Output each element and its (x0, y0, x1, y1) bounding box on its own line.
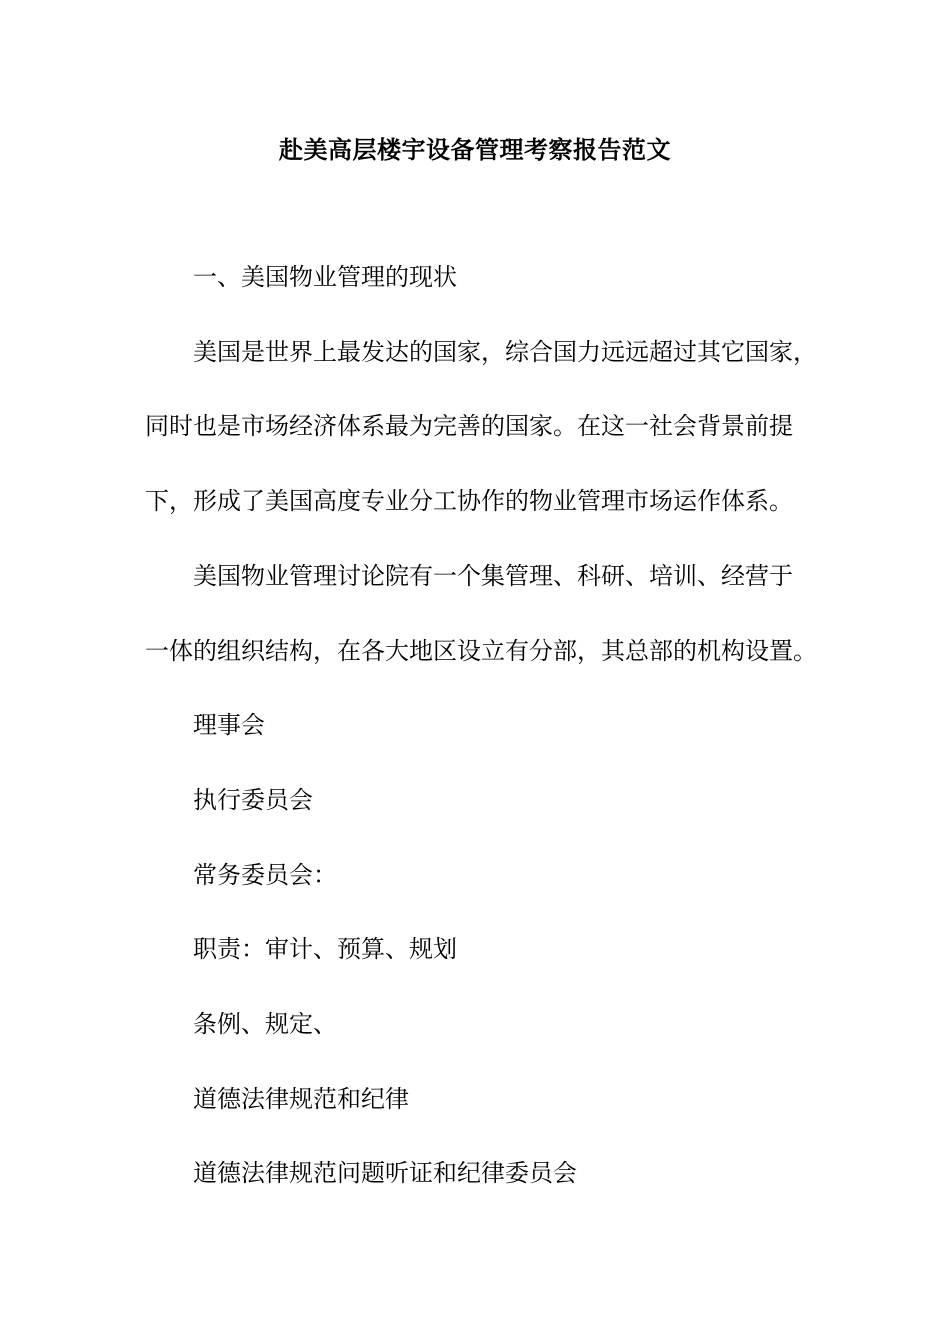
list-item: 职责：审计、预算、规划 (193, 935, 457, 963)
paragraph-line: 同时也是市场经济体系最为完善的国家。在这一社会背景前提 (145, 412, 793, 440)
list-item: 道德法律规范和纪律 (193, 1085, 409, 1113)
paragraph-line: 美国物业管理讨论院有一个集管理、科研、培训、经营于 (193, 562, 793, 590)
list-item: 道德法律规范问题听证和纪律委员会 (193, 1159, 577, 1187)
list-item: 常务委员会： (193, 861, 337, 889)
paragraph-line: 一体的组织结构，在各大地区设立有分部，其总部的机构设置。 (145, 637, 817, 665)
list-item: 条例、规定、 (193, 1010, 337, 1038)
paragraph-line: 下，形成了美国高度专业分工协作的物业管理市场运作体系。 (145, 487, 793, 515)
list-item: 执行委员会 (193, 786, 313, 814)
document-title: 赴美高层楼宇设备管理考察报告范文 (279, 135, 671, 164)
paragraph-line: 美国是世界上最发达的国家，综合国力远远超过其它国家， (193, 338, 817, 366)
list-item: 理事会 (193, 711, 265, 739)
section-heading: 一、美国物业管理的现状 (193, 263, 457, 291)
